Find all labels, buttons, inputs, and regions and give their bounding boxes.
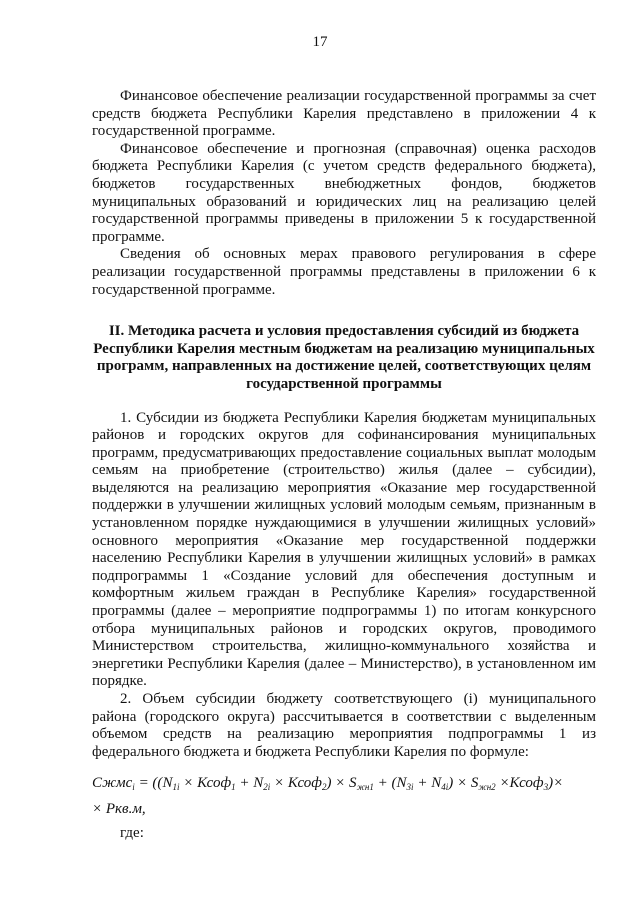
page-number: 17 (312, 34, 328, 50)
formula-line-1: Сжмс$_i$ = (($N_{1i}$ × Ксоф$_1$ + $N_{2i}$ × Ксоф$_2$) × $S_{жн1} + (N_{3i} + N_{4i}) \times S_{жн2}$ ×Ксоф$_3$)× (92, 775, 564, 793)
document-body (92, 88, 596, 843)
paragraph-regulation: Сведения об основных мерах правового регулирования в сфере реализации государственной программы представлены в приложении 6 к государственной программе. (92, 246, 596, 298)
paragraph-subsidies: 1. Субсидии из бюджета Республики Карелия бюджетам муниципальных районов и городских округов для софинансирования муниципальных программ, предусматривающих предоставление социальных выплат молодым семьям на приобретение (строительство) жилья (далее – субсидии), выделяются на реализацию мероприятия «Оказание мер государственной поддержки в улучшении жилищных условий молодым семьям, признанным в установленном порядке нуждающимися в улучшении жилищных условий» основного мероприятия «Оказание мер государственной поддержки населению Республики Карелия в улучшении жилищных условий» в рамках подпрограммы 1 «Создание условий для обеспечения доступным и комфортным жильем граждан в Республике Карелия» государственной программы (далее – мероприятие подпрограммы 1) по итогам конкурсного отбора муниципальных районов и городских округов, проводимого Министерством строительства, жилищно-коммунального хозяйства и энергетики Республики Карелия (далее – Министерство), в установленном им порядке. (92, 409, 596, 690)
subsidy-formula (92, 773, 596, 819)
paragraph-financing: Финансовое обеспечение реализации государственной программы за счет средств бюджета Республики Карелия представлено в приложении 4 к государственной программе. (92, 88, 596, 140)
paragraph-forecast: Финансовое обеспечение и прогнозная (справочная) оценка расходов бюджета Республики Карелия (с учетом средств федерального бюджета), бюджетов государственных внебюджетных фондов, бюджетов муниципальных образований и юридических лиц на реализацию целей государственной программы приведены в приложении 5 к государственной программе. (92, 140, 596, 245)
where-label: где: (120, 825, 144, 842)
paragraph-subsidy-volume: 2. Объем субсидии бюджету соответствующего (i) муниципального района (городского округа) рассчитывается в соответствии с выделенным объемом средств на реализацию мероприятия подпрограммы 1 из федерального бюджета и бюджета Республики Карелия по формуле: (92, 691, 596, 760)
section-heading: II. Методика расчета и условия предоставления субсидий из бюджета Республики Карелия местным бюджетам на реализацию муниципальных программ, направленных на достижение целей, соответствующих целям государственной программы (93, 323, 595, 392)
formula-line-2: × Ркв.м, (92, 801, 146, 818)
